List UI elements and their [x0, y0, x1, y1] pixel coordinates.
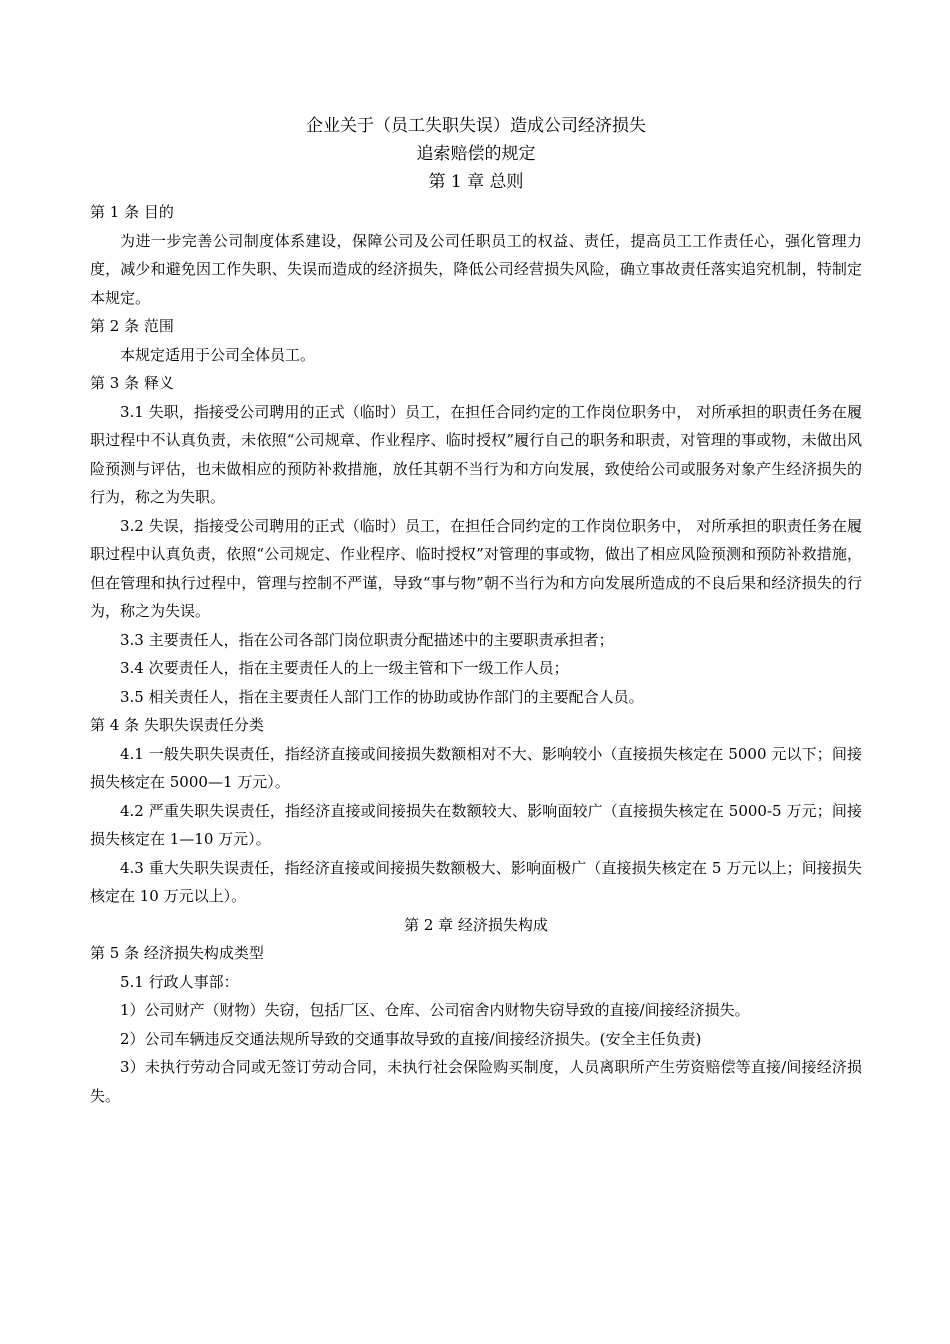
article-3-paragraph-5: 3.5 相关责任人，指在主要责任人部门工作的协助或协作部门的主要配合人员。: [120, 687, 644, 706]
chapter-2-heading: 第 2 章 经济损失构成: [404, 915, 548, 934]
article-5-paragraph-3: 2）公司车辆违反交通法规所导致的交通事故导致的直接/间接经济损失。(安全主任负责): [120, 1029, 702, 1048]
article-2-paragraph: 本规定适用于公司全体员工。: [120, 345, 316, 364]
document-title-line-2: 追索赔偿的规定: [416, 144, 536, 164]
article-3-heading: 第 3 条 释义: [90, 374, 174, 392]
article-3-paragraph-2: 3.2 失误，指接受公司聘用的正式（临时）员工，在担任合同约定的工作岗位职务中， 对所承担的职责任务在履职过程中认真负责，依照“公司规定、作业程序、临时授权”对管理的事或物，做出了相应风险预测和预防补救措施，但在管理和执行过程中，管理与控制不严谨，导致“事与物”朝不当行为和方向发展所造成的不良后果和经济损失的行为，称之为失误。: [90, 516, 862, 620]
article-4-paragraph-2: 4.2 严重失职失误责任，指经济直接或间接损失在数额较大、影响面较广（直接损失核定在 5000-5 万元；间接损失核定在 1—10 万元）。: [90, 801, 862, 848]
article-4-paragraph-1: 4.1 一般失职失误责任，指经济直接或间接损失数额相对不大、影响较小（直接损失核定在 5000 元以下；间接损失核定在 5000—1 万元）。: [90, 744, 862, 791]
article-4-paragraph-3: 4.3 重大失职失误责任，指经济直接或间接损失数额极大、影响面极广（直接损失核定在 5 万元以上；间接损失核定在 10 万元以上）。: [90, 858, 862, 905]
article-1-heading: 第 1 条 目的: [90, 203, 174, 221]
article-4-heading: 第 4 条 失职失误责任分类: [90, 716, 264, 734]
article-5-paragraph-2: 1）公司财产（财物）失窃，包括厂区、仓库、公司宿舍内财物失窃导致的直接/间接经济损失。: [120, 1001, 750, 1019]
article-5-heading: 第 5 条 经济损失构成类型: [90, 944, 264, 962]
article-5-paragraph-4: 3）未执行劳动合同或无签订劳动合同，未执行社会保险购买制度，人员离职所产生劳资赔偿等直接/间接经济损失。: [90, 1058, 862, 1105]
document-title-line-1: 企业关于（员工失职失误）造成公司经济损失: [306, 116, 646, 136]
article-3-paragraph-1: 3.1 失职，指接受公司聘用的正式（临时）员工，在担任合同约定的工作岗位职务中， 对所承担的职责任务在履职过程中不认真负责，未依照“公司规章、作业程序、临时授权”履行自己的职务和职责，对管理的事或物，未做出风险预测与评估，也未做相应的预防补救措施，放任其朝不当行为和方向发展，致使给公司或服务对象产生经济损失的行为，称之为失职。: [90, 402, 862, 506]
article-3-paragraph-4: 3.4 次要责任人，指在主要责任人的上一级主管和下一级工作人员；: [120, 659, 569, 677]
article-3-paragraph-3: 3.3 主要责任人，指在公司各部门岗位职责分配描述中的主要职责承担者；: [120, 630, 614, 649]
article-1-paragraph: 为进一步完善公司制度体系建设，保障公司及公司任职员工的权益、责任，提高员工工作责任心，强化管理力度，减少和避免因工作失职、失误而造成的经济损失，降低公司经营损失风险，确立事故责任落实追究机制，特制定本规定。: [90, 231, 862, 307]
article-5-paragraph-1: 5.1 行政人事部：: [120, 972, 239, 991]
chapter-1-heading: 第 1 章 总则: [428, 172, 524, 192]
article-2-heading: 第 2 条 范围: [90, 317, 174, 335]
document-body: [90, 112, 862, 1110]
